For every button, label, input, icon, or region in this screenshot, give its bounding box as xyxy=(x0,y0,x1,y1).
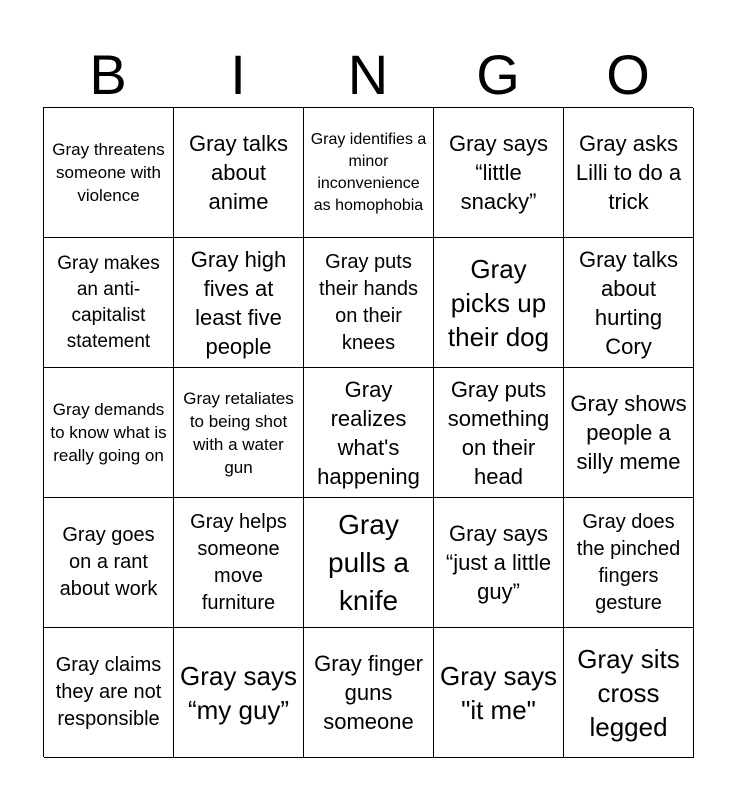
header-letter-b: B xyxy=(89,43,127,106)
bingo-cell[interactable]: Gray retaliates to being shot with a water gun xyxy=(174,368,304,498)
bingo-grid xyxy=(43,107,693,757)
bingo-cell[interactable]: Gray shows people a silly meme xyxy=(564,368,694,498)
bingo-cell[interactable]: Gray goes on a rant about work xyxy=(44,498,174,628)
bingo-cell[interactable]: Gray says "it me" xyxy=(434,628,564,758)
bingo-cell[interactable]: Gray claims they are not responsible xyxy=(44,628,174,758)
bingo-cell[interactable]: Gray talks about anime xyxy=(174,108,304,238)
bingo-cell[interactable]: Gray talks about hurting Cory xyxy=(564,238,694,368)
bingo-cell[interactable]: Gray helps someone move furniture xyxy=(174,498,304,628)
bingo-cell[interactable]: Gray puts their hands on their knees xyxy=(304,238,434,368)
bingo-cell[interactable]: Gray makes an anti-capitalist statement xyxy=(44,238,174,368)
bingo-cell[interactable]: Gray puts something on their head xyxy=(434,368,564,498)
bingo-cell[interactable]: Gray asks Lilli to do a trick xyxy=(564,108,694,238)
bingo-cell[interactable]: Gray high fives at least five people xyxy=(174,238,304,368)
bingo-cell[interactable]: Gray says “my guy” xyxy=(174,628,304,758)
bingo-cell[interactable]: Gray threatens someone with violence xyxy=(44,108,174,238)
bingo-cell[interactable]: Gray pulls a knife xyxy=(304,498,434,628)
bingo-cell[interactable]: Gray does the pinched fingers gesture xyxy=(564,498,694,628)
bingo-cell[interactable]: Gray sits cross legged xyxy=(564,628,694,758)
bingo-cell[interactable]: Gray says “just a little guy” xyxy=(434,498,564,628)
header-letter-n: N xyxy=(347,43,389,106)
bingo-cell[interactable]: Gray demands to know what is really going on xyxy=(44,368,174,498)
header-letter-i: I xyxy=(230,43,246,106)
bingo-header xyxy=(43,40,693,110)
bingo-cell[interactable]: Gray says “little snacky” xyxy=(434,108,564,238)
header-letter-g: G xyxy=(476,43,520,106)
bingo-cell[interactable]: Gray realizes what's happening xyxy=(304,368,434,498)
bingo-cell[interactable]: Gray identifies a minor inconvenience as homophobia xyxy=(304,108,434,238)
header-letter-o: O xyxy=(606,43,650,106)
bingo-cell[interactable]: Gray picks up their dog xyxy=(434,238,564,368)
bingo-cell[interactable]: Gray finger guns someone xyxy=(304,628,434,758)
